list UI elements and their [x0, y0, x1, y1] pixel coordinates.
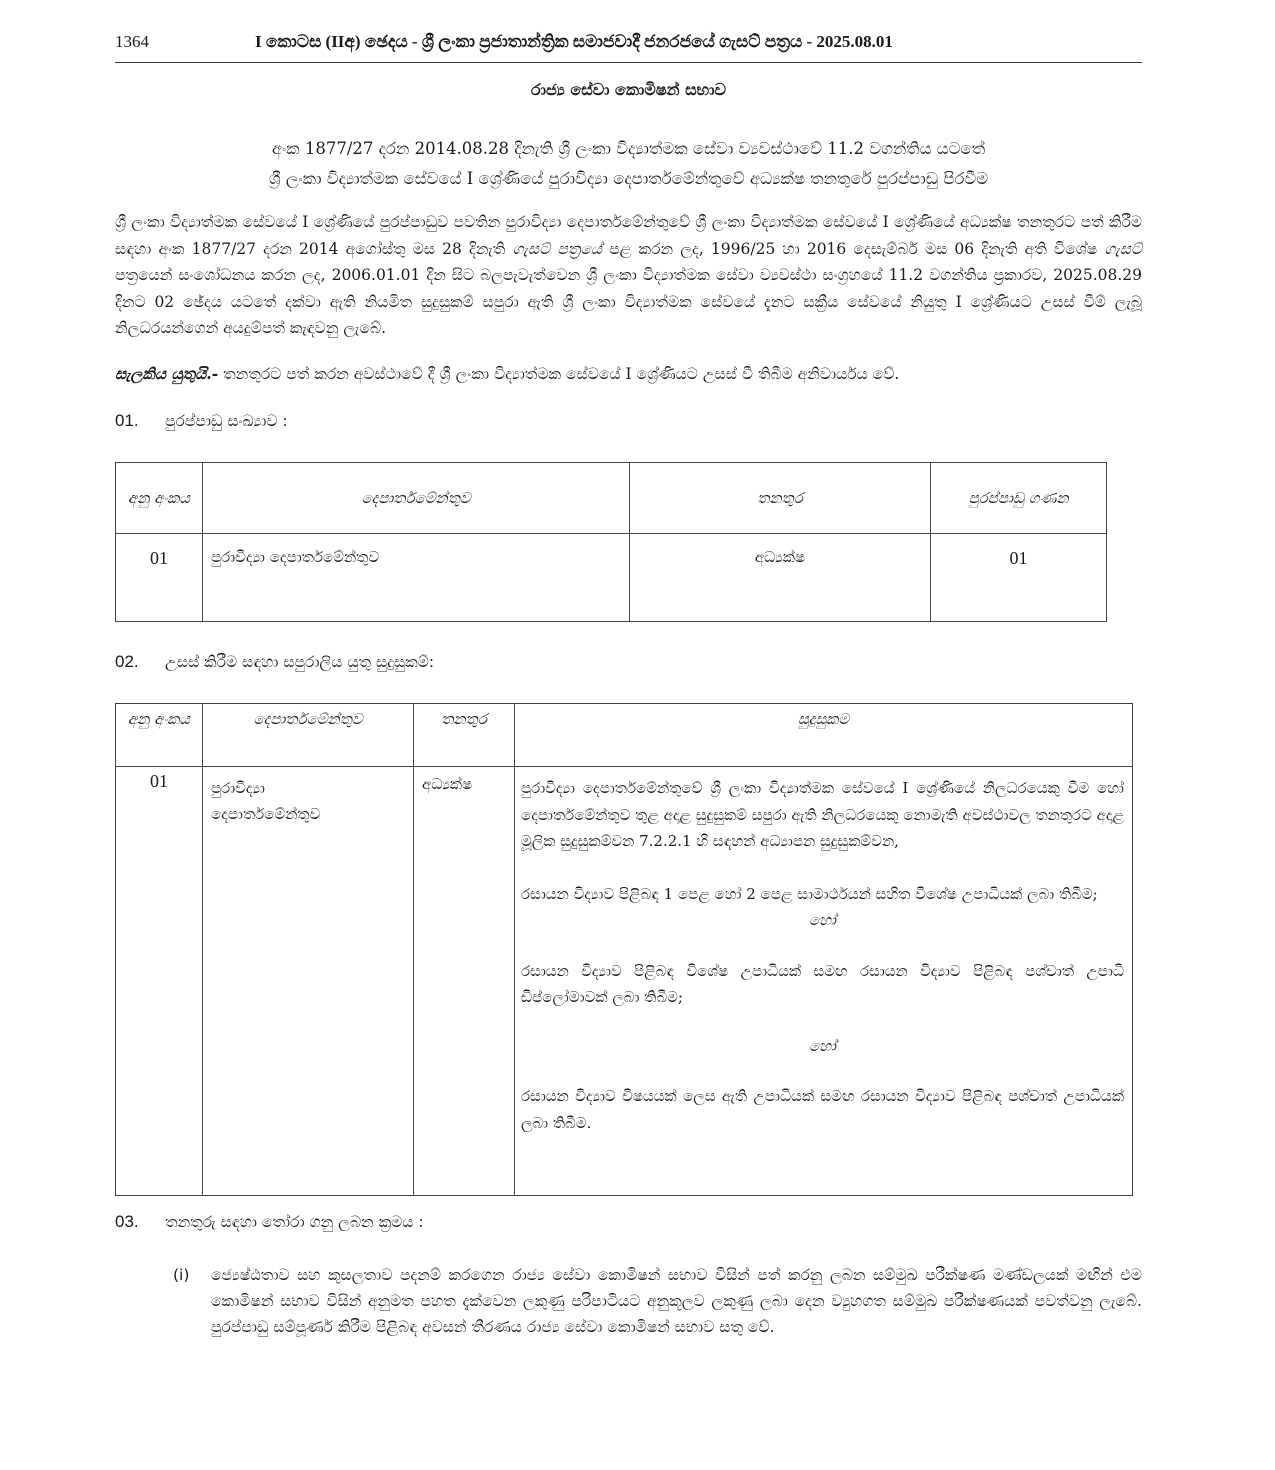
intro-text-3: පත්‍රයෙන් සංශෝධනය කරන ලද, 2006.01.01 දින සිට බලපැවැත්වෙන ශ්‍රී ලංකා විද්‍යාත්මක සේවා ව්‍යවස්ථා සංග්‍රහයේ 11.2 වගන්තිය ප්‍රකාරව, 2025.08.29 දිනට 02 ඡේදය යටතේ දක්වා ඇති නියමිත සුදුසුකම් සපුරා ඇති ශ්‍රී ලංකා විද්‍යාත්මක සේවයේ දැනට සක්‍රීය සේවයේ නියුතු I ශ්‍රේණියට උසස් වීම් ලැබූ නිලධරයන්ගෙන් අයදුම්පත් කැඳවනු ලැබේ. [115, 266, 1142, 337]
qualification-option-3: රසායන විද්‍යාව විෂයයක් ලෙස ඇති උපාධියක් සමඟ රසායන විද්‍යාව පිළිබඳ පශ්චාත් උපාධියක් ලබා තිබීම. [521, 1087, 1124, 1132]
authority-heading: රාජ්‍ය සේවා කොමිෂන් සභාව [531, 80, 726, 99]
subtitle-line-1: අංක 1877/27 දරන 2014.08.28 දිනැති ශ්‍රී ලංකා විද්‍යාත්මක සේවා ව්‍යවස්ථාවේ 11.2 වගන්තිය යටතේ [271, 139, 986, 158]
col-header-department: දෙපාර්තමේන්තුව [203, 704, 414, 767]
col-header-post: තනතුර [630, 463, 931, 534]
intro-italic-1: ගැසට් පත්‍රයේ [512, 239, 603, 258]
item-marker: (i) [173, 1266, 190, 1284]
cell-department: පුරාවිද්‍යා දෙපාර්තමේන්තුව [203, 767, 414, 1196]
qualification-option-1: රසායන විද්‍යාව පිළිබඳ 1 පෙළ හෝ 2 පෙළ සාමාර්ථයන් සහිත විශේෂ උපාධියක් ලබා තිබීම; [521, 884, 1098, 903]
intro-italic-2: ගැසට් [1104, 239, 1143, 258]
item-text: ජ්‍යෙෂ්ඨතාව සහ කුසලතාව පදනම් කරගෙන රාජ්‍ය සේවා කොමිෂන් සභාව විසින් පත් කරනු ලබන සම්මුඛ පරීක්ෂණ මණ්ඩලයක් මඟින් එම කොමිෂන් සභාව විසින් අනුමත පහත දැක්වෙන ලකුණු පරිපාටියට අනුකූලව ලකුණු ලබා දෙන ව්‍යුහගත සම්මුඛ පරීක්ෂණයක් පවත්වනු ලැබේ. පුරප්පාඩු සම්පූර්ණ කිරීම පිළිබඳ අවසන් තීරණය රාජ්‍ය සේවා කොමිෂන් සභාව සතු වේ. [211, 1266, 1142, 1336]
subtitle-line-2: ශ්‍රී ලංකා විද්‍යාත්මක සේවයේ I ශ්‍රේණියේ පුරාවිද්‍යා දෙපාර්තමේන්තුවේ අධ්‍යක්ෂ තනතුරේ පුරප්පාඩු පිරවීම [268, 169, 989, 188]
section-1-title: පුරප්පාඩු සංඛ්‍යාව : [165, 412, 288, 430]
table-header-row [116, 704, 1133, 767]
section-2-heading [115, 652, 434, 672]
or-label: හෝ [809, 911, 836, 929]
col-header-qualification: සුදුසුකම [515, 704, 1133, 767]
section-3-heading [115, 1212, 424, 1232]
note-text: තනතුරට පත් කරන අවස්ථාවේ දී ශ්‍රී ලංකා විද්‍යාත්මක සේවයේ I ශ්‍රේණියට උසස් වී තිබීම අනිවාර්යය වේ. [218, 365, 900, 383]
section-2-title: උසස් කිරීම සඳහා සපුරාලිය යුතු සුදුසුකම්: [165, 653, 435, 671]
col-header-vacancies: පුරප්පාඩු ගණන [931, 463, 1107, 534]
selection-item-1 [173, 1262, 1142, 1340]
cell-post: අධ්‍යක්ෂ [630, 534, 931, 622]
col-header-post: තනතුර [414, 704, 515, 767]
section-3-title: තනතුරු සඳහා තෝරා ගනු ලබන ක්‍රමය : [165, 1213, 424, 1231]
or-label: හෝ [809, 1036, 836, 1055]
section-2-number: 02. [115, 652, 139, 671]
cell-qualifications [515, 767, 1133, 1196]
cell-post: අධ්‍යක්ෂ [414, 767, 515, 1196]
col-header-serial: අනු අංකය [116, 704, 203, 767]
page-header [115, 28, 1142, 63]
gazette-title: I කොටස (IIඅ) ඡෙදය - ශ්‍රී ලංකා ප්‍රජාතාන්ත්‍රික සමාජවාදී ජනරජයේ ගැසට් පත්‍රය - 2025.08.01 [255, 32, 893, 51]
cell-vacancies: 01 [931, 534, 1107, 622]
vacancies-table [115, 462, 1107, 622]
note-label: සැලකිය යුතුයි.- [115, 364, 219, 383]
intro-text-2: පළ කරන ලද, 1996/25 හා 2016 දෙසැම්බර් මස 06 දිනැති අති විශේෂ [602, 239, 1105, 258]
qualification-option-2: රසායන විද්‍යාව පිළිබඳ විශේෂ උපාධියක් සමඟ රසායන විද්‍යාව පිළිබඳ පශ්චාත් උපාධි ඩිප්ලෝමාවක් ලබා තිබීම; [521, 961, 1124, 1006]
cell-serial: 01 [116, 534, 203, 622]
notice-subtitle [115, 134, 1142, 194]
cell-department: පුරාවිද්‍යා දෙපාර්තමේන්තුව [203, 534, 630, 622]
section-3-number: 03. [115, 1212, 139, 1231]
col-header-department: දෙපාර්තමේන්තුව [203, 463, 630, 534]
qualification-main: පුරාවිද්‍යා දෙපාර්තමේන්තුවේ ශ්‍රී ලංකා විද්‍යාත්මක සේවයේ I ශ්‍රේණියේ නිලධරයෙකු වීම හෝ දෙපාර්තමේන්තුව තුළ අදාළ සුදුසුකම් සපුරා ඇති නිලධරයෙකු නොමැති අවස්ථාවල තනතුරට අදාළ මූලික සුදුසුකම්වන 7.2.2.1 හි සඳහන් අධ්‍යාපන සුදුසුකම්වන, [521, 779, 1124, 850]
section-1-heading [115, 411, 288, 431]
section-1-number: 01. [115, 411, 139, 430]
col-header-serial: අනු අංකය [116, 463, 203, 534]
table-row [116, 767, 1133, 1196]
intro-paragraph [115, 209, 1142, 342]
cell-serial: 01 [116, 767, 203, 1196]
intro-text-1: ශ්‍රී ලංකා විද්‍යාත්මක සේවයේ I ශ්‍රේණියේ පුරප්පාඩුව පවතින පුරාවිද්‍යා දෙපාර්තමේන්තුවේ ශ්‍රී ලංකා විද්‍යාත්මක සේවයේ I ශ්‍රේණියේ අධ්‍යක්ෂ තනතුරට පත් කිරීම සඳහා අංක 1877/27 දරන 2014 අගෝස්තු මස 28 දිනැති [115, 213, 1142, 258]
qualifications-table [115, 703, 1133, 1196]
table-row [116, 534, 1107, 622]
table-header-row [116, 463, 1107, 534]
page-number: 1364 [115, 32, 149, 51]
note-paragraph [115, 364, 1142, 384]
